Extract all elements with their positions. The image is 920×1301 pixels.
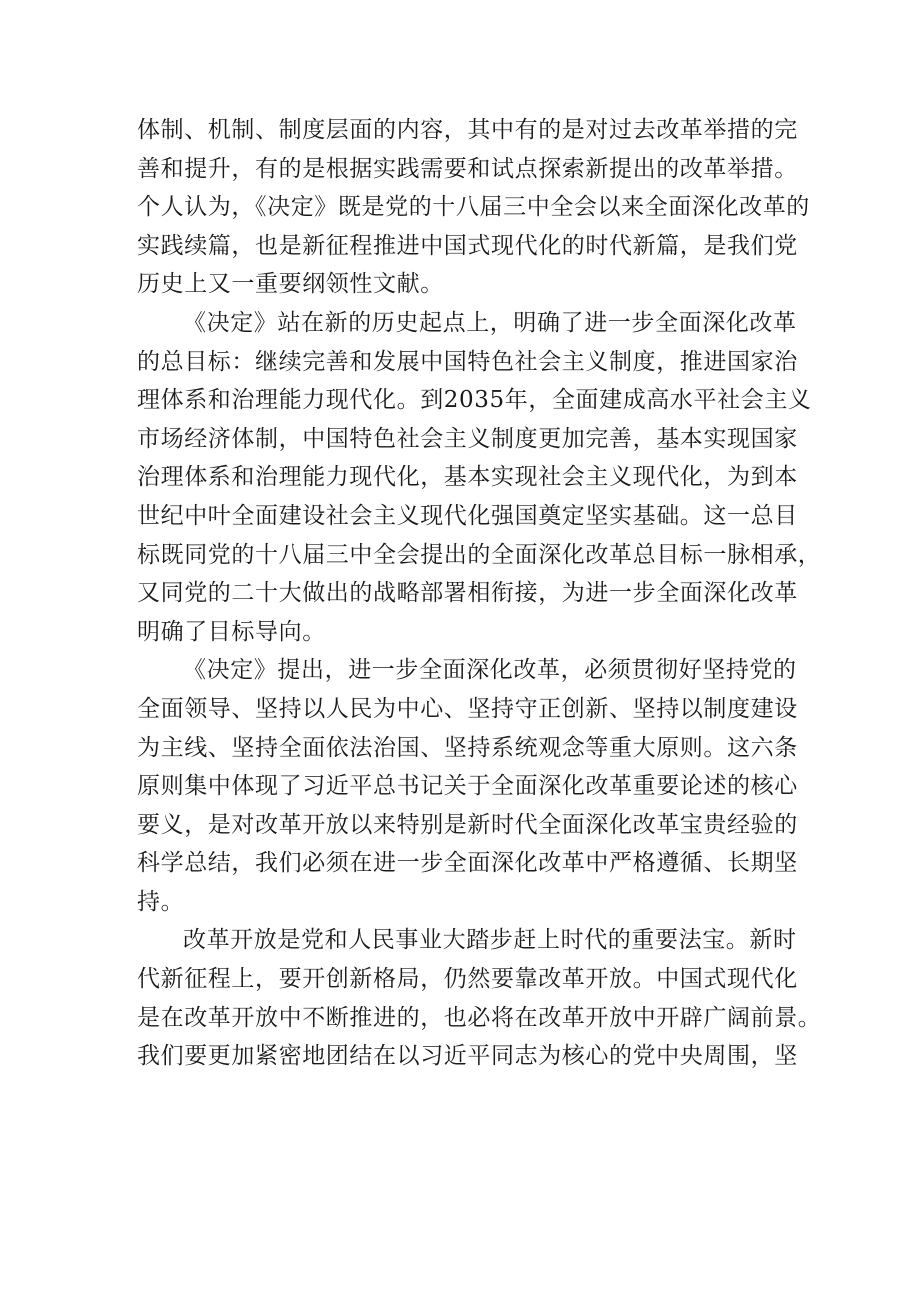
text-line: 世纪中叶全面建设社会主义现代化强国奠定坚实基础。这一总目 (137, 502, 798, 529)
text-line: 要义，是对改革开放以来特别是新时代全面深化改革宝贵经验的 (137, 811, 798, 838)
text-line: 《决定》提出，进一步全面深化改革，必须贯彻好坚持党的 (183, 657, 797, 684)
text-line: 理体系和治理能力现代化。到2035年，全面建成高水平社会主义 (137, 387, 812, 414)
text-line: 持。 (137, 888, 185, 915)
text-line: 的总目标：继续完善和发展中国特色社会主义制度，推进国家治 (137, 348, 798, 375)
text-line: 体制、机制、制度层面的内容，其中有的是对过去改革举措的完 (137, 117, 798, 143)
text-line: 原则集中体现了习近平总书记关于全面深化改革重要论述的核心 (137, 773, 798, 800)
text-line: 是在改革开放中不断推进的，也必将在改革开放中开辟广阔前景。 (137, 1004, 822, 1031)
text-line: 又同党的二十大做出的战略部署相衔接，为进一步全面深化改革 (137, 580, 798, 607)
paragraph-4 (137, 921, 822, 1075)
text-line: 明确了目标导向。 (137, 618, 326, 645)
paragraph-1 (137, 111, 810, 304)
text-line: 为主线、坚持全面依法治国、坚持系统观念等重大原则。这六条 (137, 734, 798, 761)
text-line: 《决定》站在新的历史起点上，明确了进一步全面深化改革 (183, 309, 797, 336)
text-line: 全面领导、坚持以人民为中心、坚持守正创新、坚持以制度建设 (137, 695, 798, 722)
text-line: 治理体系和治理能力现代化，基本实现社会主义现代化，为到本 (137, 464, 798, 491)
text-line: 我们要更加紧密地团结在以习近平同志为核心的党中央周围，坚 (137, 1043, 798, 1070)
paragraph-3 (137, 651, 798, 921)
text-line: 市场经济体制，中国特色社会主义制度更加完善，基本实现国家 (137, 425, 798, 452)
text-line: 善和提升，有的是根据实践需要和试点探索新提出的改革举措。 (137, 155, 798, 182)
text-line: 代新征程上，要开创新格局，仍然要靠改革开放。中国式现代化 (137, 966, 798, 993)
paragraph-2 (137, 304, 822, 651)
text-line: 标既同党的十八届三中全会提出的全面深化改革总目标一脉相承， (137, 541, 822, 568)
body-text (137, 111, 822, 1076)
text-line: 历史上又一重要纲领性文献。 (137, 271, 444, 298)
text-line: 个人认为，《决定》既是党的十八届三中全会以来全面深化改革的 (137, 194, 810, 221)
text-line: 改革开放是党和人民事业大踏步赶上时代的重要法宝。新时 (183, 927, 797, 954)
text-line: 科学总结，我们必须在进一步全面深化改革中严格遵循、长期坚 (137, 850, 798, 877)
text-line: 实践续篇，也是新征程推进中国式现代化的时代新篇，是我们党 (137, 232, 798, 259)
